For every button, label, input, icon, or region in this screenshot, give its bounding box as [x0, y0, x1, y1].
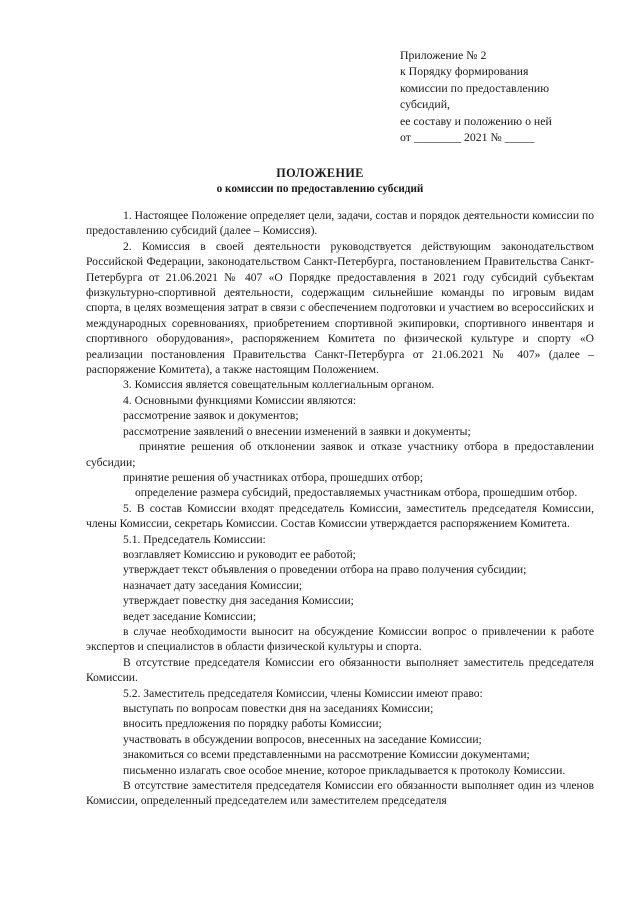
deputy-absence-paragraph: В отсутствие заместителя председателя Комиссии его обязанности выполняет один из членов Комиссии, определенный председателем или заместителем председателя — [86, 779, 594, 808]
chair-duty-item: возглавляет Комиссию и руководит ее работой; — [123, 547, 356, 561]
annex-line: Приложение № 2 — [400, 48, 487, 62]
document-body — [86, 208, 594, 809]
paragraph-2: 2. Комиссия в своей деятельности руководствуется действующим законодательством Российской Федерации, законодательством Санкт-Петербурга, постановлением Правительства Санкт-Петербурга от 21.06.2021 № 407 «О Порядке предоставления в 2021 году субсидий субъектам физкультурно-спортивной деятельности, содержащим сильнейшие команды по игровым видам спорта, в целях возмещения затрат в связи с обеспечением подготовки и участием во всероссийских и международных соревнованиях, приобретением спортивной экипировки, спортивного инвентаря и спортивного оборудования», распоряжением Комитета по физической культуре и спорту «О реализации постановления Правительства Санкт-Петербурга от 21.06.2021 № 407» (далее – распоряжение Комитета), а также настоящим Положением. — [86, 239, 594, 377]
document-subtitle: о комиссии по предоставлению субсидий — [216, 183, 424, 195]
annex-line: от ________ 2021 № _____ — [400, 130, 535, 145]
chair-duty-item: ведет заседание Комиссии; — [123, 609, 257, 623]
member-right-item: письменно излагать свое особое мнение, которое прикладывается к протоколу Комиссии. — [123, 763, 566, 777]
function-item: принятие решения об участниках отбора, прошедших отбор; — [123, 470, 424, 484]
paragraph-4: 4. Основными функциями Комиссии являются: — [123, 393, 357, 407]
document-title: ПОЛОЖЕНИЕ — [276, 166, 364, 180]
function-item: рассмотрение заявлений о внесении изменений в заявки и документы; — [123, 424, 471, 438]
annex-line: субсидий, — [400, 97, 450, 112]
chair-duty-item: утверждает повестку дня заседания Комиссии; — [123, 594, 354, 608]
member-right-item: вносить предложения по порядку работы Комиссии; — [123, 717, 382, 731]
paragraph-3: 3. Комиссия является совещательным коллегиальным органом. — [123, 378, 435, 392]
paragraph-1: 1. Настоящее Положение определяет цели, задачи, состав и порядок деятельности комиссии по предоставлению субсидий (далее – Комиссия). — [86, 209, 594, 238]
chair-absence-paragraph: В отсутствие председателя Комиссии его обязанности выполняет заместитель председателя Комиссии. — [86, 655, 594, 685]
paragraph-5-1: 5.1. Председатель Комиссии: — [123, 532, 266, 546]
paragraph-5-2: 5.2. Заместитель председателя Комиссии, члены Комиссии имеют право: — [123, 686, 483, 700]
chair-duty-item: назначает дату заседания Комиссии; — [123, 578, 303, 592]
annex-line: к Порядку формирования — [400, 64, 529, 79]
function-item: определение размера субсидий, предоставляемых участникам отбора, прошедшим отбор. — [135, 486, 578, 500]
function-item: рассмотрение заявок и документов; — [123, 409, 299, 423]
function-item: принятие решения об отклонении заявок и отказе участнику отбора в предоставлении субсидии; — [86, 440, 594, 469]
chair-duty-item: в случае необходимости выносит на обсуждение Комиссии вопрос о привлечении к работе экспертов и специалистов в области физической культуры и спорта. — [86, 624, 594, 654]
annex-line: ее составу и положению о ней — [400, 113, 552, 128]
member-right-item: выступать по вопросам повестки дня на заседаниях Комиссии; — [123, 702, 434, 715]
annex-line: комиссии по предоставлению — [400, 80, 550, 95]
annex-block — [400, 47, 590, 145]
chair-duty-item: утверждает текст объявления о проведении отбора на право получения субсидии; — [123, 563, 527, 577]
paragraph-5: 5. В состав Комиссии входят председатель Комиссии, заместитель председателя Комиссии, члены Комиссии, секретарь Комиссии. Состав Комиссии утверждается распоряжением Комитета. — [86, 501, 594, 531]
member-right-item: участвовать в обсуждении вопросов, внесенных на заседание Комиссии; — [123, 732, 482, 746]
member-right-item: знакомиться со всеми представленными на рассмотрение Комиссии документами; — [123, 748, 530, 762]
